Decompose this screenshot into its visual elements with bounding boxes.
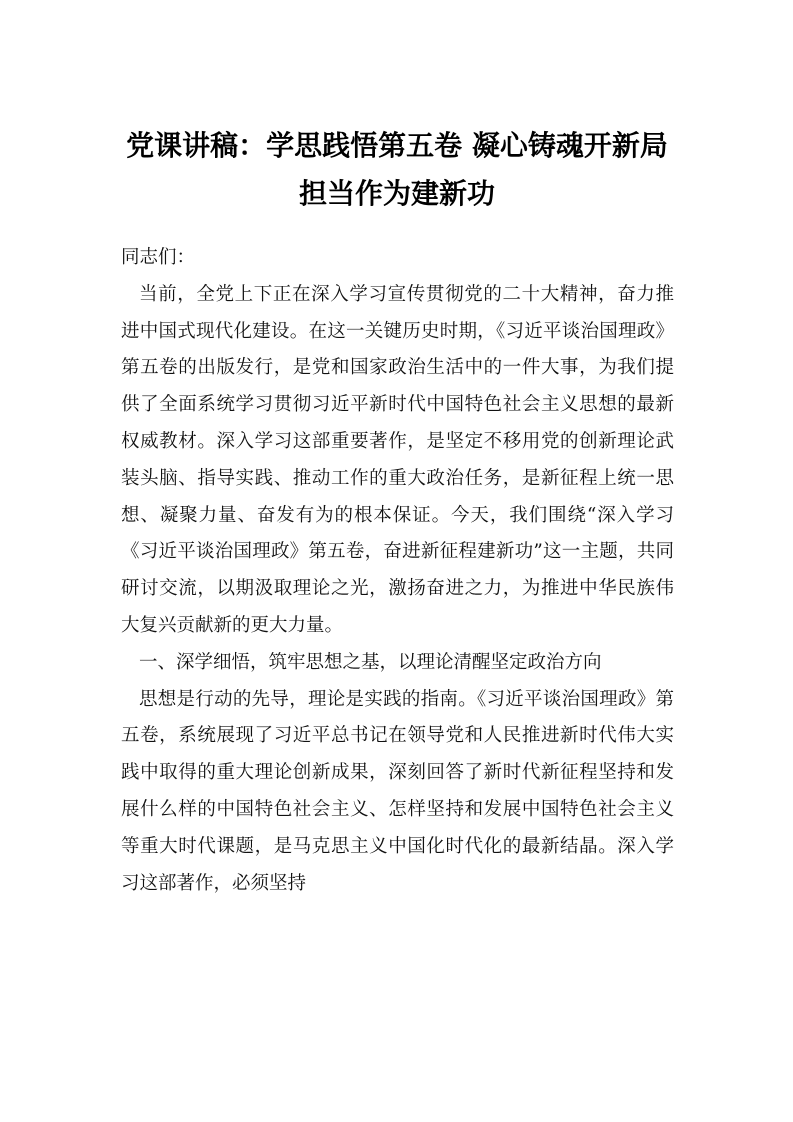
- section-heading-1: 一、深学细悟，筑牢思想之基，以理论清醒坚定政治方向: [139, 651, 602, 673]
- document-title: 党课讲稿：学思践悟第五卷 凝心铸魂开新局 担当作为建新功: [126, 129, 668, 210]
- paragraph-intro: 当前，全党上下正在深入学习宣传贯彻党的二十大精神，奋力推进中国式现代化建设。在这一关键历史时期，《习近平谈治国理政》第五卷的出版发行，是党和国家政治生活中的一件大事，为我们提供了全面系统学习贯彻习近平新时代中国特色社会主义思想的最新权威教材。深入学习这部重要著作，是坚定不移用党的创新理论武装头脑、指导实践、推动工作的重大政治任务，是新征程上统一思想、凝聚力量、奋发有为的根本保证。今天，我们围绕“深入学习《习近平谈治国理政》第五卷，奋进新征程建新功”这一主题，共同研讨交流，以期汲取理论之光，激扬奋进之力，为推进中华民族伟大复兴贡献新的更大力量。: [121, 283, 674, 636]
- document-body: [121, 240, 674, 902]
- greeting: 同志们：: [121, 247, 196, 268]
- paragraph-section-1: 思想是行动的先导，理论是实践的指南。《习近平谈治国理政》第五卷，系统展现了习近平总书记在领导党和人民推进新时代伟大实践中取得的重大理论创新成果，深刻回答了新时代新征程坚持和发展什么样的中国特色社会主义、怎样坚持和发展中国特色社会主义等重大时代课题，是马克思主义中国化时代化的最新结晶。深入学习这部著作，必须坚持: [121, 688, 674, 894]
